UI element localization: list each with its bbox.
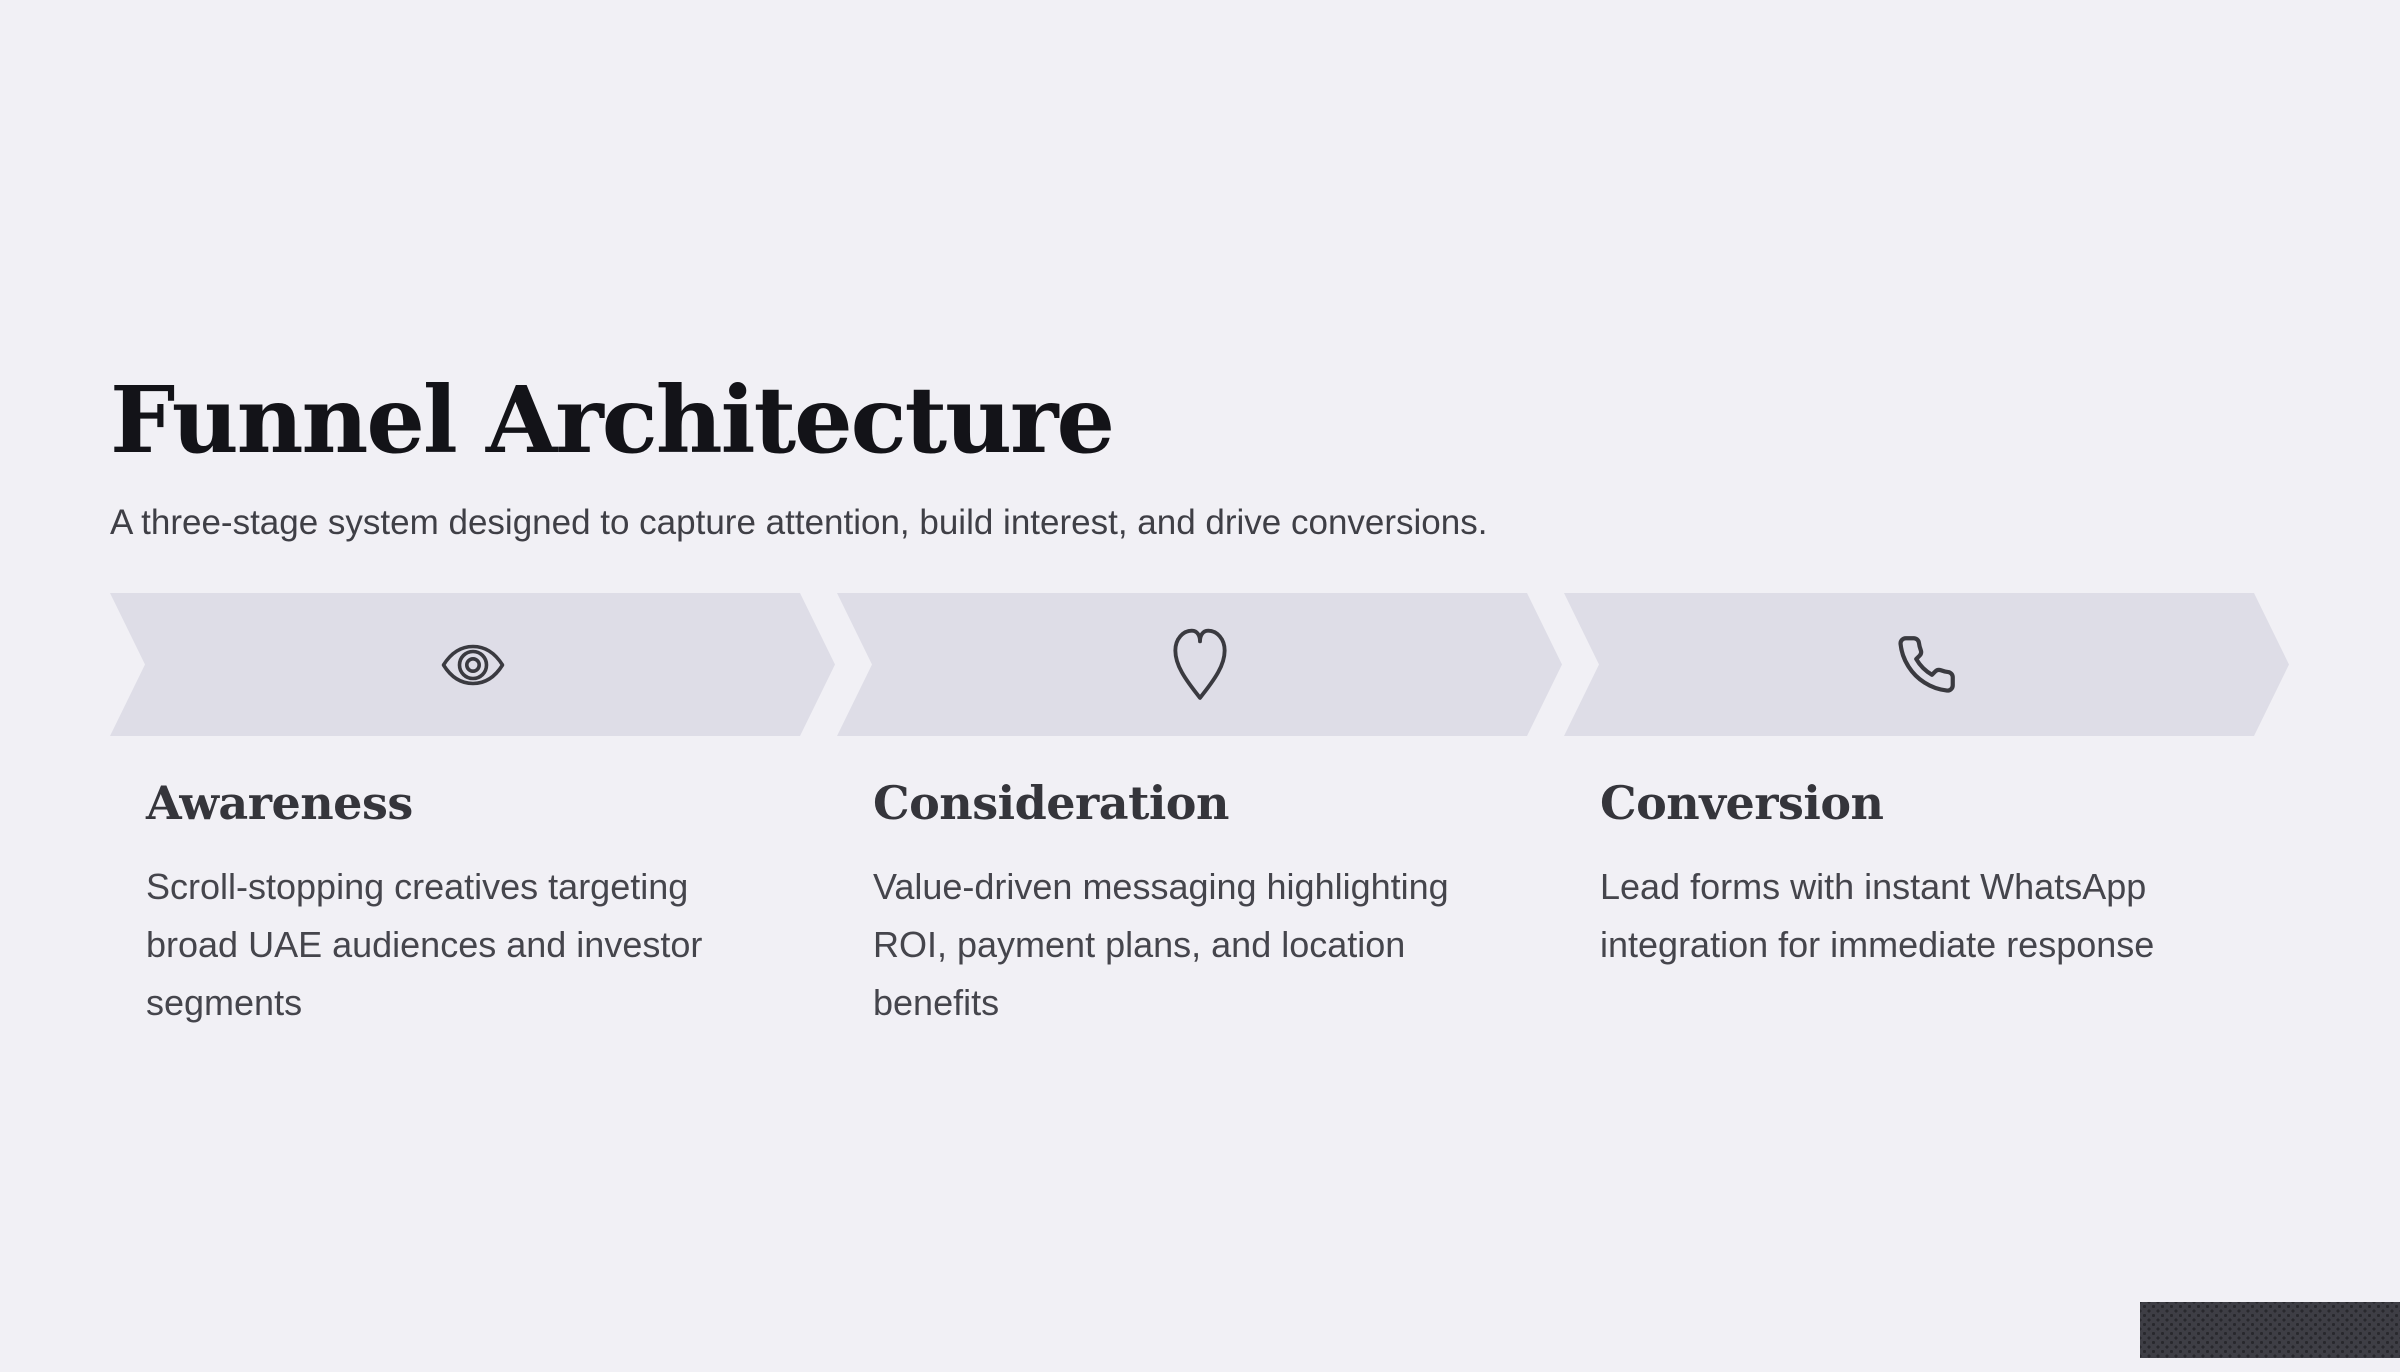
footer-accent-bar — [2140, 1302, 2400, 1358]
eye-icon — [441, 642, 505, 688]
awareness-description: Scroll-stopping creatives targeting broad UAE audiences and investor segments — [146, 866, 703, 1023]
consideration-description: Value-driven messaging highlighting ROI, payment plans, and location benefits — [873, 866, 1449, 1023]
awareness-column — [110, 776, 835, 1032]
conversion-column — [1564, 776, 2289, 1032]
page-title: Funnel Architecture — [110, 365, 1114, 474]
phone-icon — [1895, 633, 1958, 696]
heart-icon — [1171, 626, 1229, 704]
funnel-chevron-row — [110, 593, 2289, 736]
consideration-stage-chevron — [837, 593, 1562, 736]
stage-columns — [110, 776, 2289, 1032]
conversion-description: Lead forms with instant WhatsApp integration for immediate response — [1600, 866, 2155, 965]
page-subtitle: A three-stage system designed to capture attention, build interest, and drive conversions. — [110, 503, 1488, 542]
consideration-column — [837, 776, 1562, 1032]
awareness-heading: Awareness — [146, 776, 413, 830]
awareness-stage-chevron — [110, 593, 835, 736]
consideration-heading: Consideration — [873, 776, 1229, 830]
conversion-stage-chevron — [1564, 593, 2289, 736]
conversion-heading: Conversion — [1600, 776, 1884, 830]
